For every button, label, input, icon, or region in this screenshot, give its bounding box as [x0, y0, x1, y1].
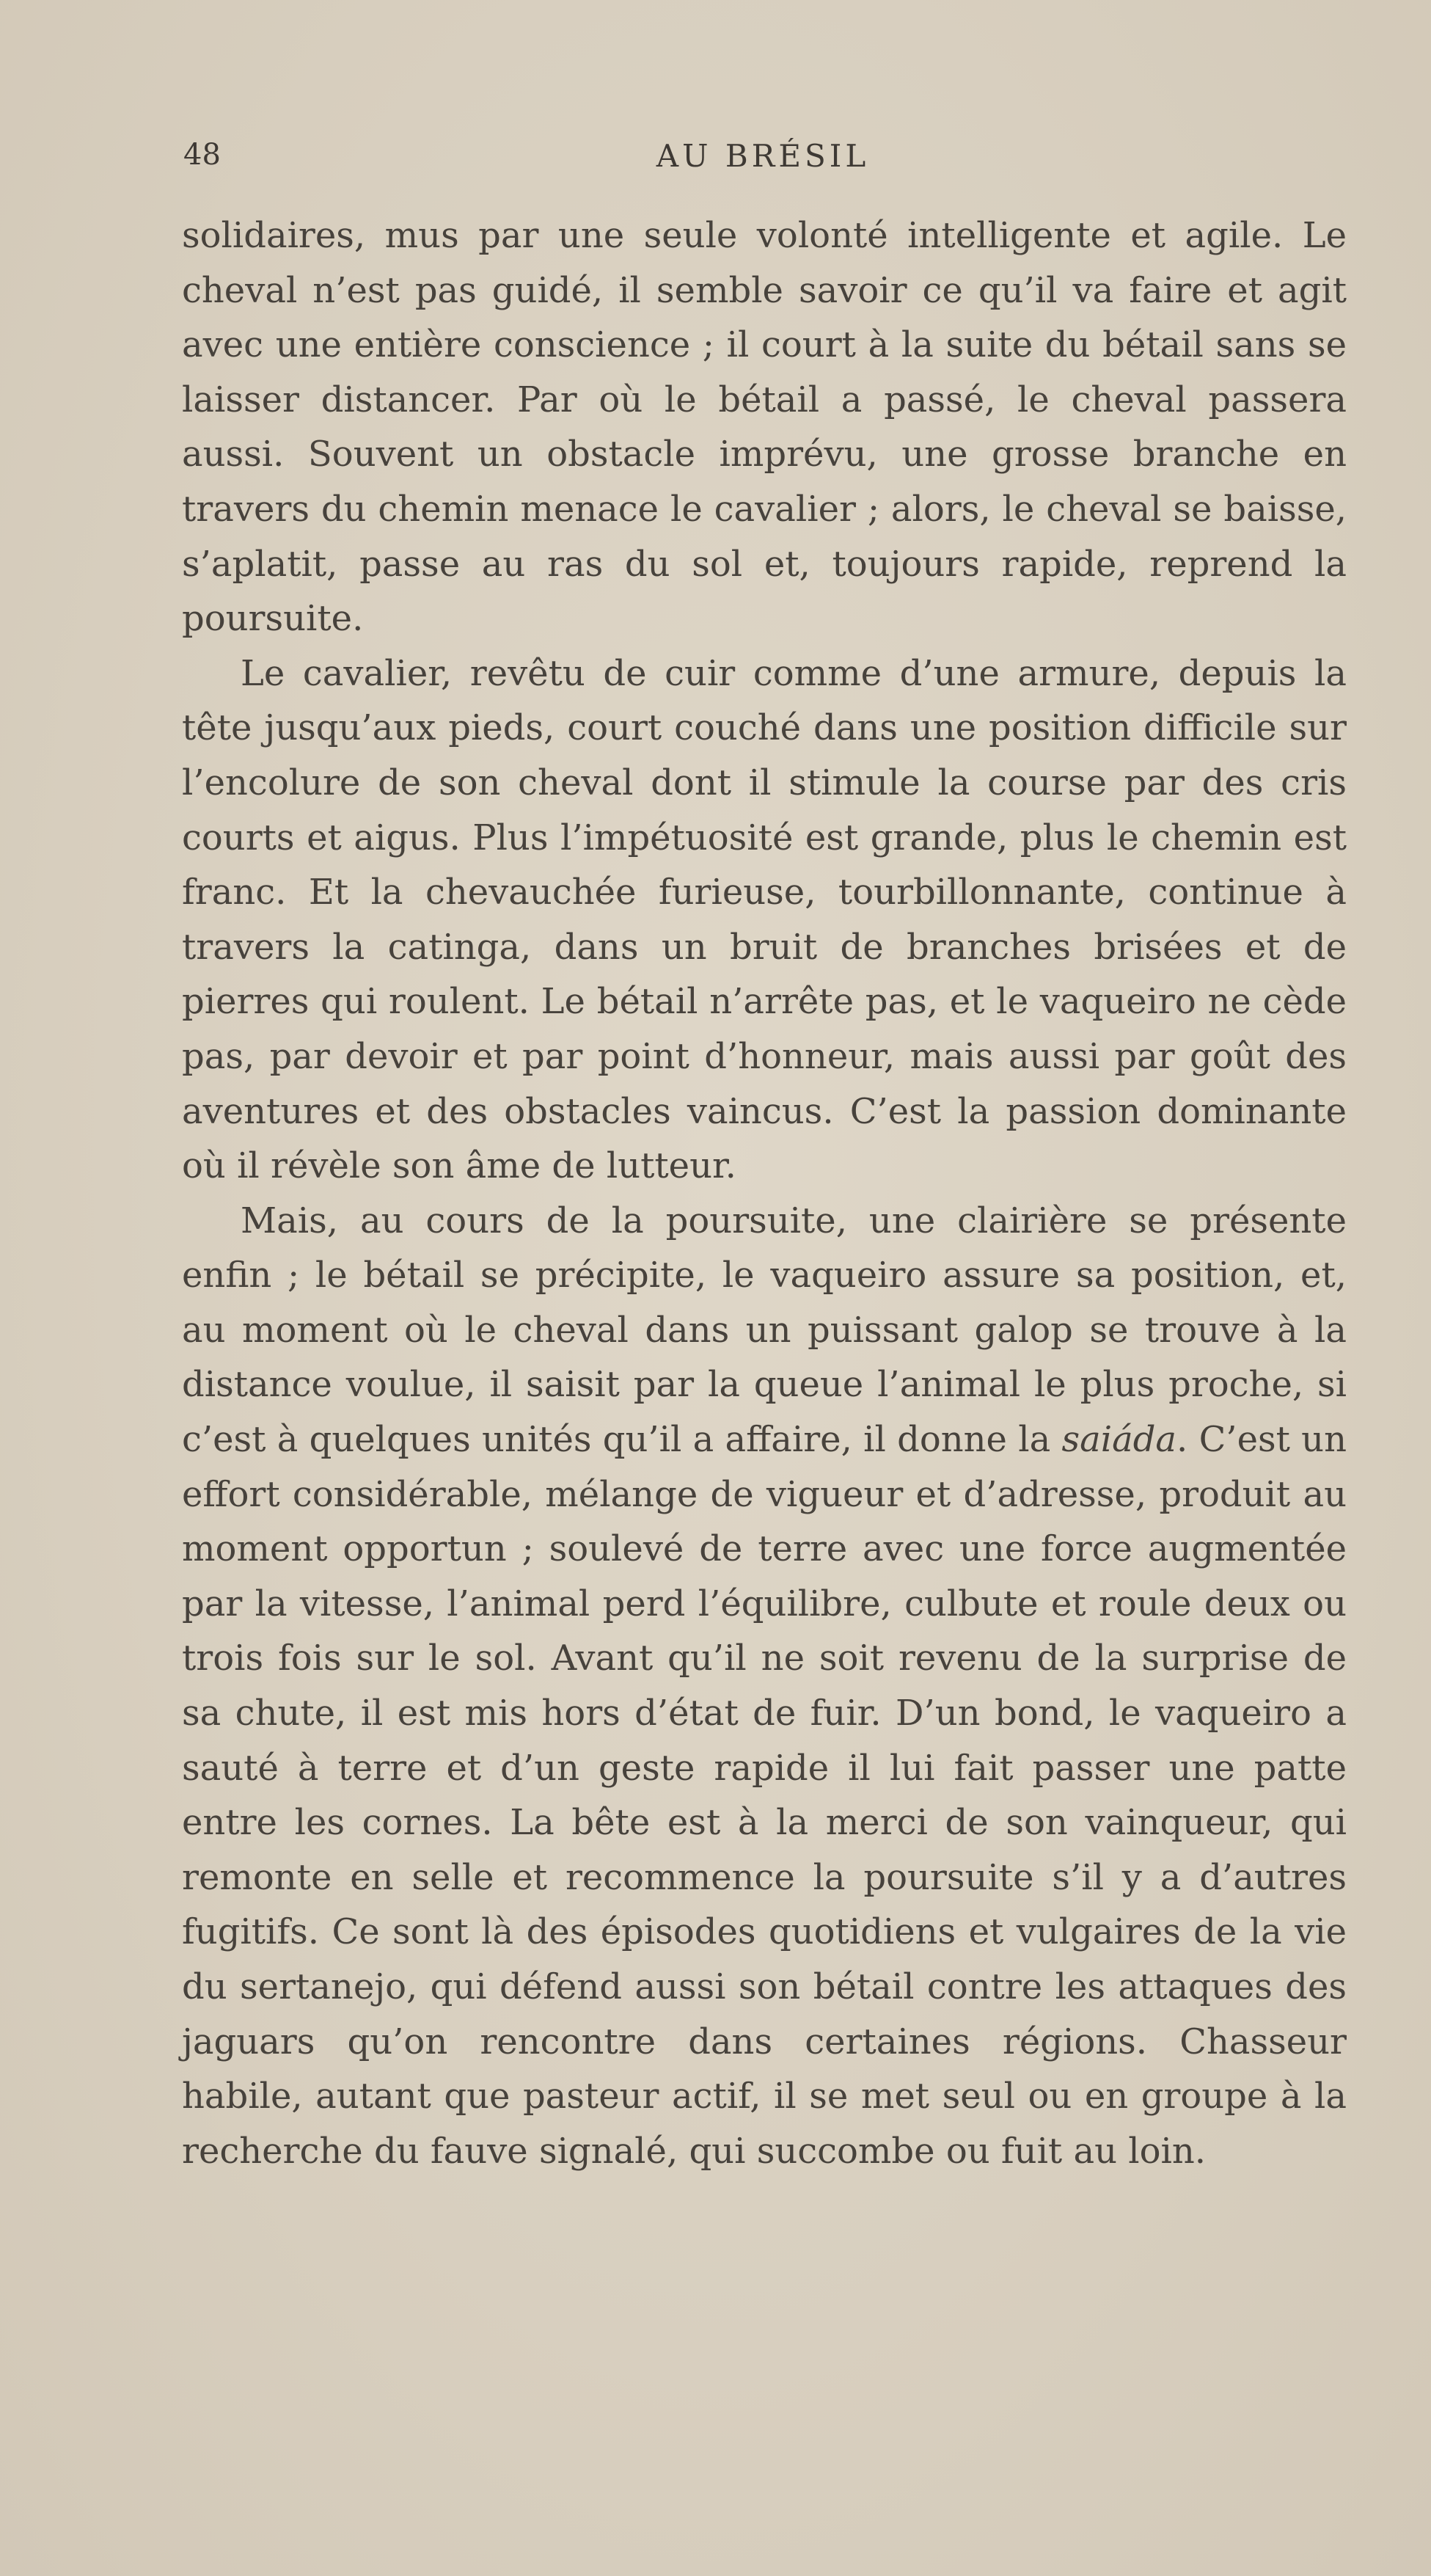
page-number: 48: [183, 138, 221, 172]
page-header: [183, 138, 1342, 182]
paragraph-3: [182, 1194, 1347, 2179]
paragraph-2: Le cavalier, revêtu de cuir comme d’une armure, depuis la tête jusqu’aux pieds, court couché dans une position difficile sur l’encolure de son cheval dont il stimule la course par des cris courts et aigus. Plus l’impétuosité est grande, plus le chemin est franc. Et la chevauchée furieuse, tourbillonnante, continue à travers la catinga, dans un bruit de branches brisées et de pierres qui roulent. Le bétail n’arrête pas, et le vaqueiro ne cède pas, par devoir et par point d’honneur, mais aussi par goût des aventures et des obstacles vaincus. C’est la passion dominante où il révèle son âme de lutteur.: [182, 652, 1347, 1187]
italic-term-saiada: saiáda: [1061, 1419, 1177, 1461]
paragraph-3-text-end: . C’est un effort considérable, mélange de vigueur et d’adresse, produit au moment opportun ; soulevé de terre avec une force augmentée par la vitesse, l’animal perd l’équilibre, culbute et roule deux ou trois fois sur le sol. Avant qu’il ne soit revenu de la surprise de sa chute, il est mis hors d’état de fuir. D’un bond, le vaqueiro a sauté à terre et d’un geste rapide il lui fait passer une patte entre les cornes. La bête est à la merci de son vainqueur, qui remonte en selle et recommence la poursuite s’il y a d’autres fugitifs. Ce sont là des épisodes quotidiens et vulgaires de la vie du sertanejo, qui défend aussi son bétail contre les attaques des jaguars qu’on rencontre dans certaines régions. Chasseur habile, autant que pasteur actif, il se met seul ou en groupe à la recherche du fauve signalé, qui succombe ou fuit au loin.: [182, 1419, 1347, 2172]
paragraph-1: solidaires, mus par une seule volonté intelligente et agile. Le cheval n’est pas guidé, il semble savoir ce qu’il va faire et agit avec une entière conscience ; il court à la suite du bétail sans se laisser distancer. Par où le bétail a passé, le cheval passera aussi. Souvent un obstacle imprévu, une grosse branche en travers du chemin menace le cavalier ; alors, le cheval se baisse, s’aplatit, passe au ras du sol et, toujours rapide, reprend la poursuite.: [182, 215, 1347, 640]
body-text: [182, 208, 1347, 2178]
running-title: AU BRÉSIL: [656, 138, 870, 174]
paragraph-3-text-start: Mais, au cours de la poursuite, une clairière se présente enfin ; le bétail se précipite, le vaqueiro assure sa position, et, au moment où le cheval dans un puissant galop se trouve à la distance voulue, il saisit par la queue l’animal le plus proche, si c’est à quelques unités qu’il a affaire, il donne la: [182, 1200, 1347, 1461]
